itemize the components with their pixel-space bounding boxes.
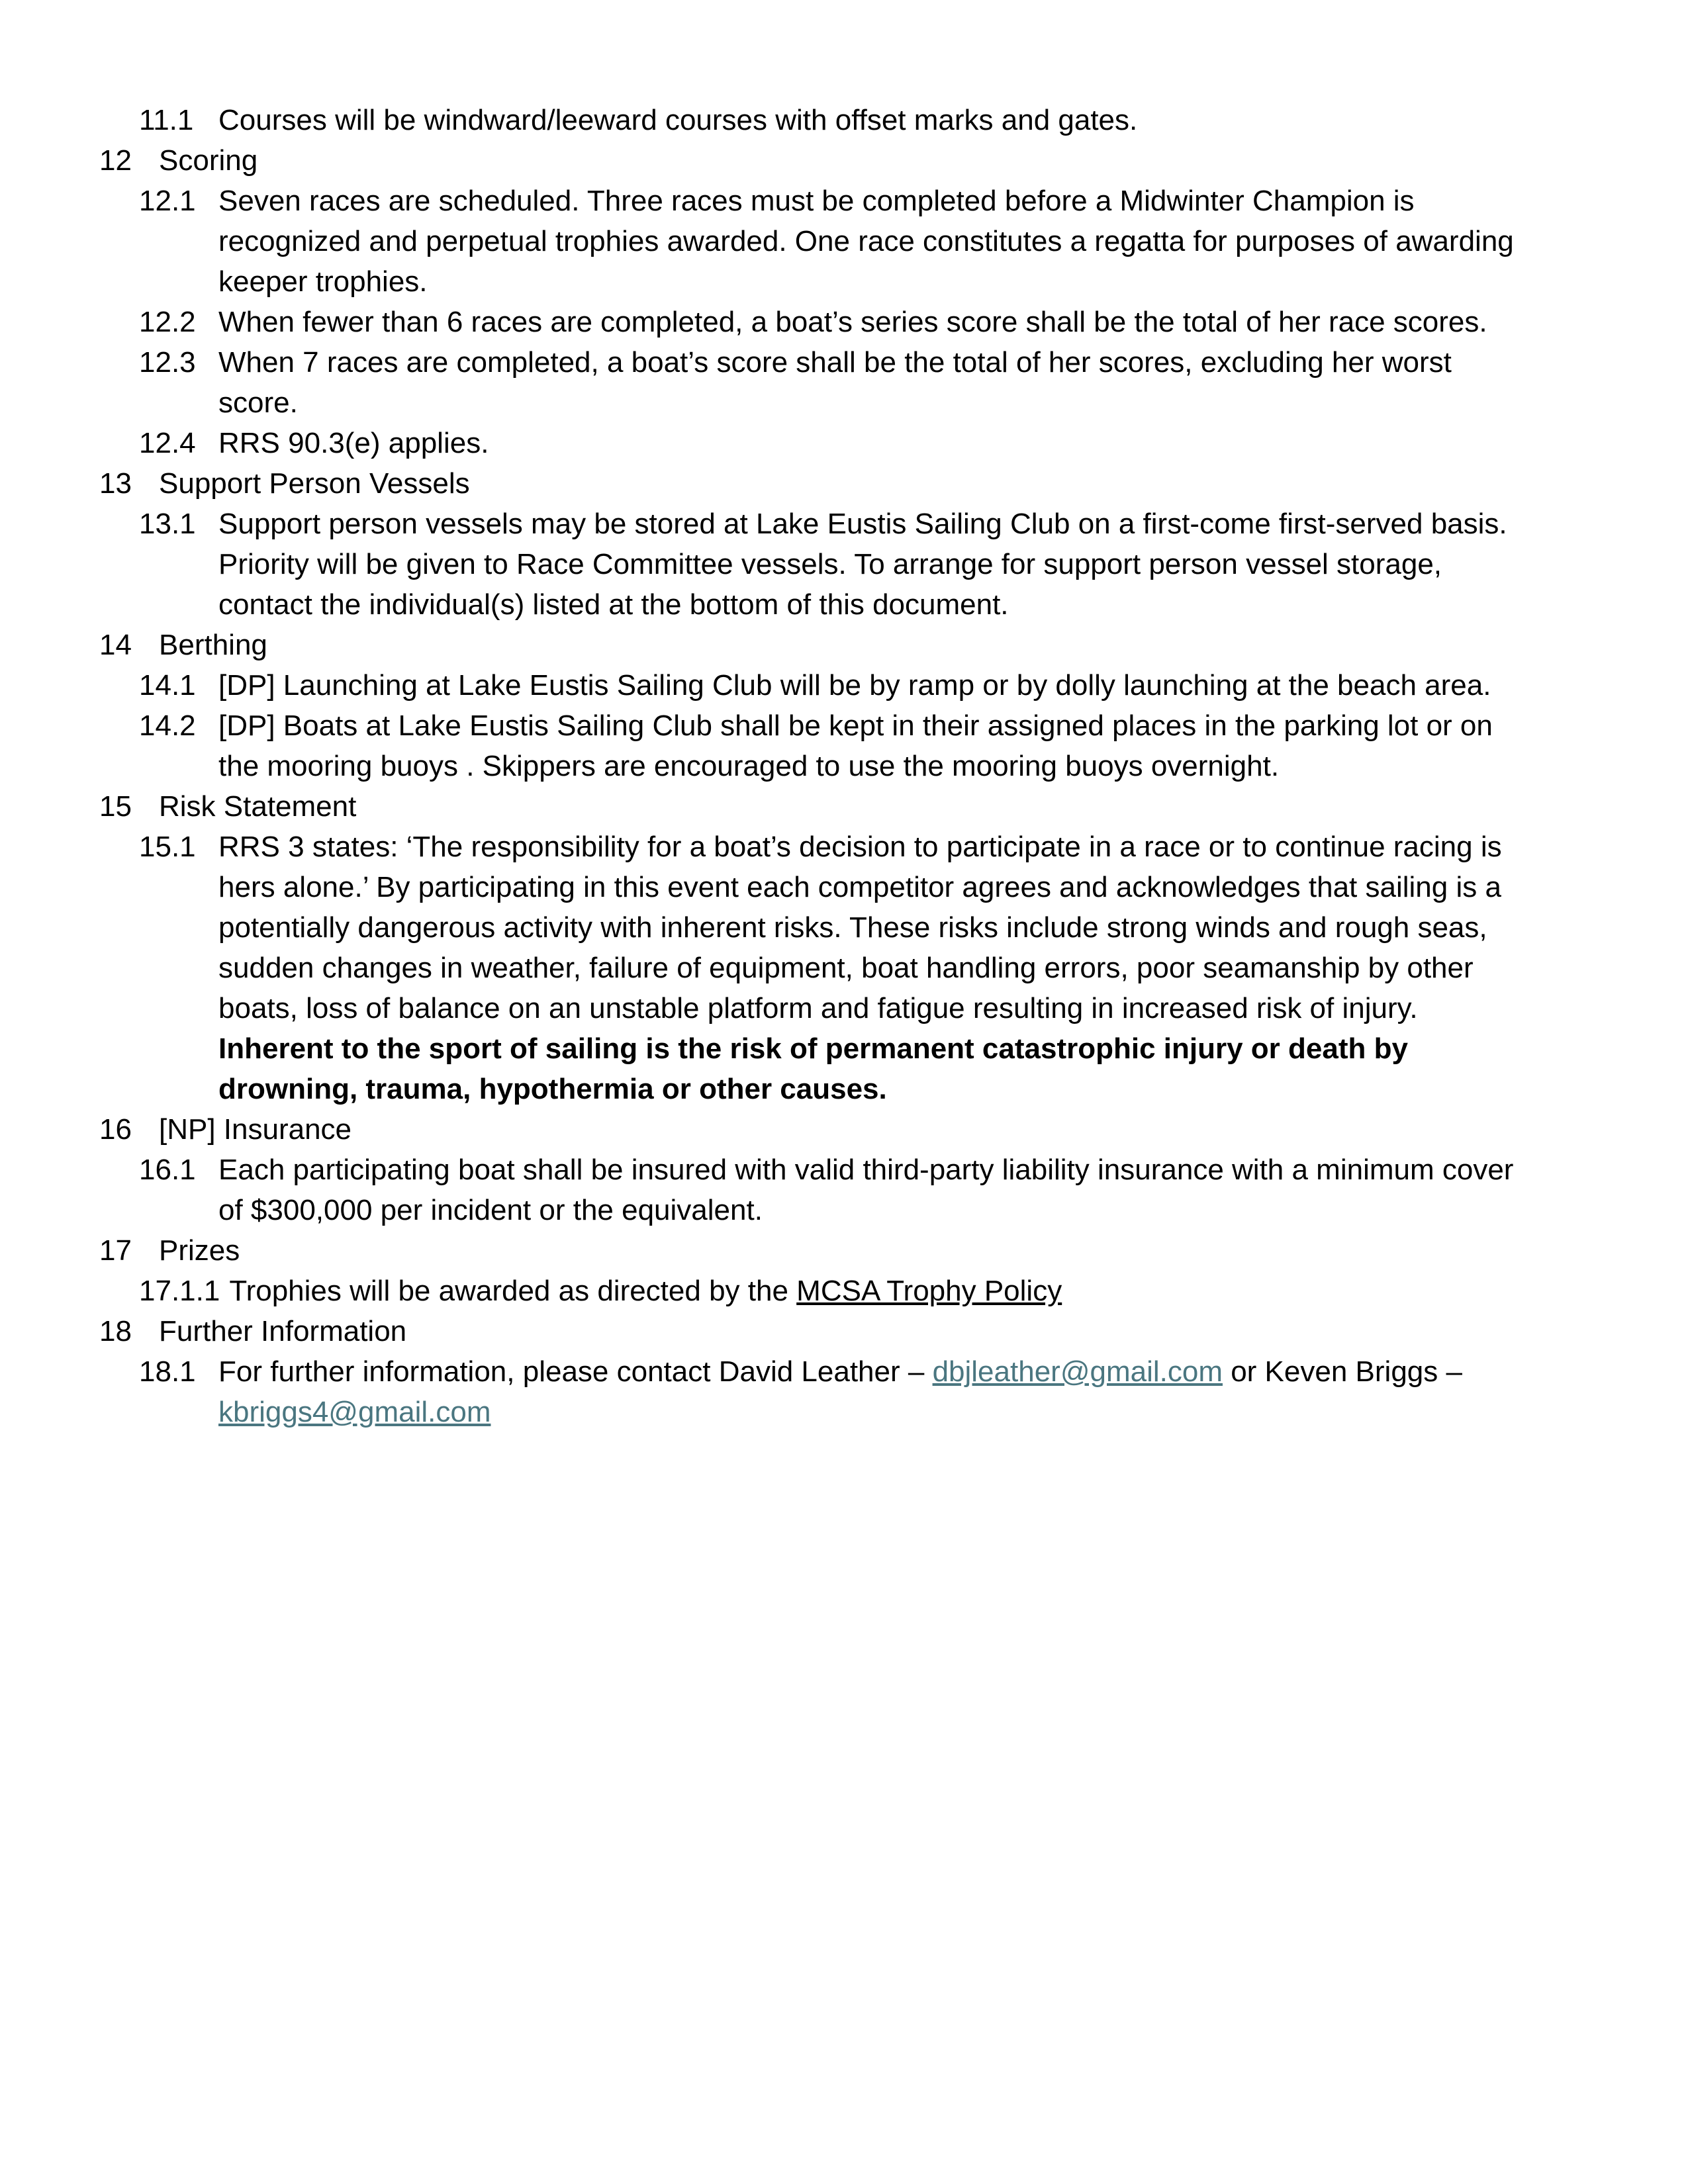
clause-text: Each participating boat shall be insured with valid third-party liability insurance with a minimum cover of $300,000 per incident or the equivalent. xyxy=(218,1154,1514,1226)
clause-12-2 xyxy=(99,302,1523,342)
section-18-heading xyxy=(99,1311,1523,1351)
clause-17-1-1 xyxy=(99,1271,1523,1311)
clause-text: Trophies will be awarded as directed by the xyxy=(229,1275,797,1307)
email-link-david-leather[interactable]: dbjleather@gmail.com xyxy=(932,1355,1223,1388)
section-number: 14 xyxy=(99,629,132,661)
section-number: 12 xyxy=(99,144,132,177)
clause-text: For further information, please contact David Leather – xyxy=(218,1355,933,1388)
clause-number: 18.1 xyxy=(139,1355,196,1388)
section-14-heading xyxy=(99,625,1523,665)
section-17-heading xyxy=(99,1230,1523,1271)
clause-number: 14.2 xyxy=(139,709,196,742)
clause-number: 12.3 xyxy=(139,346,196,379)
clause-number: 16.1 xyxy=(139,1154,196,1186)
section-12-heading xyxy=(99,140,1523,181)
clause-12-1 xyxy=(99,181,1523,302)
clause-text: or Keven Briggs – xyxy=(1222,1355,1462,1388)
clause-text: When fewer than 6 races are completed, a boat’s series score shall be the total of her race scores. xyxy=(218,306,1487,338)
section-number: 13 xyxy=(99,467,132,500)
section-title: [NP] Insurance xyxy=(159,1113,352,1146)
trophy-policy-link[interactable]: MCSA Trophy Policy xyxy=(796,1275,1062,1307)
clause-text: When 7 races are completed, a boat’s score shall be the total of her scores, excluding her worst score. xyxy=(218,346,1452,419)
email-link-keven-briggs[interactable]: kbriggs4@gmail.com xyxy=(218,1396,491,1428)
clause-16-1 xyxy=(99,1150,1523,1230)
clause-13-1 xyxy=(99,504,1523,625)
section-title: Berthing xyxy=(159,629,267,661)
clause-18-1 xyxy=(99,1351,1523,1432)
section-title: Scoring xyxy=(159,144,258,177)
section-title: Prizes xyxy=(159,1234,240,1267)
clause-11-1 xyxy=(99,100,1523,140)
section-title: Risk Statement xyxy=(159,790,357,823)
section-number: 16 xyxy=(99,1113,132,1146)
clause-text: [DP] Launching at Lake Eustis Sailing Club will be by ramp or by dolly launching at the beach area. xyxy=(218,669,1491,702)
clause-14-1 xyxy=(99,665,1523,705)
section-number: 18 xyxy=(99,1315,132,1347)
section-16-heading xyxy=(99,1109,1523,1150)
section-title: Support Person Vessels xyxy=(159,467,470,500)
clause-text: Support person vessels may be stored at Lake Eustis Sailing Club on a first-come first-served basis. Priority will be given to Race Committee vessels. To arrange for support person vessel storage, contact the individual(s) listed at the bottom of this document. xyxy=(218,508,1507,621)
clause-number: 15.1 xyxy=(139,831,196,863)
section-13-heading xyxy=(99,463,1523,504)
clause-number: 13.1 xyxy=(139,508,196,540)
clause-number: 12.4 xyxy=(139,427,196,459)
risk-warning-bold: Inherent to the sport of sailing is the risk of permanent catastrophic injury or death by drowning, trauma, hypothermia or other causes. xyxy=(218,1032,1408,1105)
clause-text: RRS 90.3(e) applies. xyxy=(218,427,489,459)
section-number: 15 xyxy=(99,790,132,823)
clause-15-1 xyxy=(99,827,1523,1109)
clause-number: 12.2 xyxy=(139,306,196,338)
clause-number: 12.1 xyxy=(139,185,196,217)
section-title: Further Information xyxy=(159,1315,407,1347)
clause-number: 17.1.1 xyxy=(139,1275,220,1307)
clause-number: 14.1 xyxy=(139,669,196,702)
document-body xyxy=(99,100,1523,1432)
clause-text: Courses will be windward/leeward courses with offset marks and gates. xyxy=(218,104,1138,136)
clause-number: 11.1 xyxy=(139,104,194,136)
clause-text: [DP] Boats at Lake Eustis Sailing Club shall be kept in their assigned places in the parking lot or on the mooring buoys . Skippers are encouraged to use the mooring buoys overnight. xyxy=(218,709,1493,782)
clause-text: Seven races are scheduled. Three races must be completed before a Midwinter Champion is recognized and perpetual trophies awarded. One race constitutes a regatta for purposes of awarding keeper trophies. xyxy=(218,185,1514,298)
clause-12-4 xyxy=(99,423,1523,463)
clause-14-2 xyxy=(99,705,1523,786)
clause-text: RRS 3 states: ‘The responsibility for a boat’s decision to participate in a race or to continue racing is hers alone.’ By participating in this event each competitor agrees and acknowledges that sailing is a potentially dangerous activity with inherent risks. These risks include strong winds and rough seas, sudden changes in weather, failure of equipment, boat handling errors, poor seamanship by other boats, loss of balance on an unstable platform and fatigue resulting in increased risk of injury. xyxy=(218,831,1502,1024)
clause-12-3 xyxy=(99,342,1523,423)
section-15-heading xyxy=(99,786,1523,827)
section-number: 17 xyxy=(99,1234,132,1267)
